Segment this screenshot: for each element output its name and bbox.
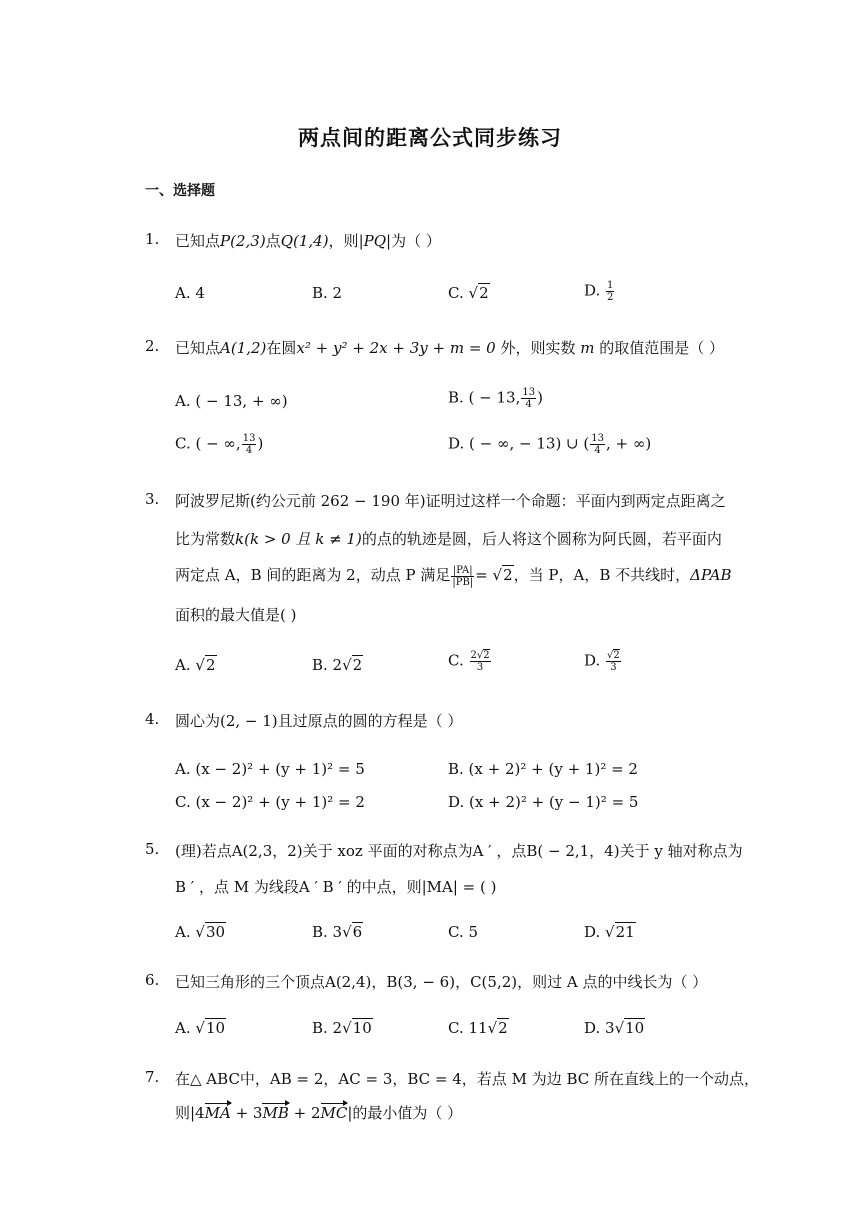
question-stem — [175, 337, 724, 358]
option-d[interactable] — [584, 280, 615, 303]
option-b[interactable] — [312, 656, 363, 674]
option-label: D. — [584, 651, 601, 670]
stem-text: 比为常数 — [175, 530, 236, 548]
option-c[interactable]: C. 5 — [448, 923, 479, 941]
option-a[interactable]: A. (x − 2)² + (y + 1)² = 5 — [175, 760, 365, 778]
radicand: 2 — [498, 1019, 508, 1037]
question-5 — [145, 840, 743, 950]
denominator: 3 — [476, 662, 484, 673]
radicand: 10 — [625, 1019, 645, 1037]
option-b[interactable] — [312, 1019, 373, 1037]
sqrt-expr: √10 — [195, 1019, 226, 1037]
option-label: D. ( − ∞, − 13) ∪ ( — [448, 434, 590, 453]
option-b[interactable] — [312, 923, 363, 941]
stem-text: ，则 — [328, 232, 359, 250]
stem-text: = — [475, 566, 493, 584]
radicand: 2 — [613, 650, 620, 661]
stem-text: 外，则实数 — [495, 339, 581, 357]
option-c[interactable] — [175, 433, 263, 456]
option-label: B. 3 — [312, 923, 343, 941]
numerator: 13 — [242, 433, 256, 444]
option-d[interactable] — [584, 650, 622, 673]
stem-math: Q(1,4) — [280, 232, 329, 250]
option-d[interactable] — [584, 1019, 645, 1037]
numerator: √2 — [607, 650, 620, 661]
option-label: B. ( − 13, — [448, 388, 521, 407]
sqrt-expr: √2 — [195, 656, 216, 674]
question-number: 6. — [145, 971, 160, 989]
question-7 — [145, 1068, 760, 1138]
option-c[interactable] — [448, 284, 490, 302]
option-suffix: , + ∞) — [605, 434, 652, 453]
question-number: 3. — [145, 490, 160, 508]
question-line-2 — [175, 1102, 462, 1123]
vector-mb: MB — [262, 1104, 289, 1122]
option-a[interactable] — [175, 656, 217, 674]
question-4 — [145, 710, 725, 820]
question-stem: 已知三角形的三个顶点A(2,4)，B(3, − 6)，C(5,2)，则过 A 点的中线长为（ ） — [175, 973, 708, 991]
fraction — [590, 433, 605, 456]
option-d[interactable] — [584, 923, 636, 941]
question-1 — [145, 230, 725, 310]
stem-text: + 3 — [230, 1104, 263, 1122]
question-line-3 — [175, 564, 732, 588]
question-line-2 — [175, 528, 722, 549]
sqrt-expr: √21 — [605, 923, 635, 941]
radicand: 6 — [352, 923, 363, 941]
question-line-1: 阿波罗尼斯(约公元前 262 − 190 年)证明过这样一个命题：平面内到两定点距离之 — [175, 492, 726, 510]
denominator: |PB| — [452, 576, 474, 588]
radicand: 2 — [352, 656, 363, 674]
fraction — [606, 650, 621, 673]
question-number: 2. — [145, 337, 160, 355]
sqrt-expr: √2 — [492, 566, 513, 584]
option-label: D. — [584, 923, 601, 941]
question-line-1: 在△ ABC中，AB = 2，AC = 3，BC = 4，若点 M 为边 BC 所在直线上的一个动点， — [175, 1070, 760, 1088]
sqrt-expr: √6 — [342, 923, 363, 941]
option-label: C. 11 — [448, 1019, 488, 1037]
stem-text: 为（ ） — [391, 232, 441, 250]
numerator: 1 — [607, 280, 614, 291]
option-a[interactable]: A. 4 — [175, 284, 205, 302]
question-number: 4. — [145, 710, 160, 728]
fraction — [451, 565, 474, 588]
option-label: A. — [175, 1019, 191, 1037]
option-label: C. — [448, 651, 464, 670]
option-a[interactable] — [175, 923, 226, 941]
option-d[interactable] — [448, 433, 651, 456]
option-label: A. — [175, 923, 191, 941]
radicand: 2 — [483, 650, 490, 661]
question-number: 7. — [145, 1068, 160, 1086]
option-b[interactable]: B. 2 — [312, 284, 343, 302]
vector-ma: MA — [204, 1104, 231, 1122]
radicand: 2 — [205, 656, 216, 674]
page-title: 两点间的距离公式同步练习 — [298, 126, 562, 150]
stem-text: ，当 P，A，B 不共线时， — [513, 566, 691, 584]
stem-math: k(k > 0 且 k ≠ 1) — [235, 530, 362, 548]
numerator: 13 — [591, 433, 604, 444]
option-d[interactable]: D. (x + 2)² + (y − 1)² = 5 — [448, 793, 639, 811]
sqrt-expr: √2 — [342, 656, 363, 674]
fraction — [242, 433, 257, 456]
question-6 — [145, 971, 725, 1041]
stem-text: 则|4 — [175, 1104, 205, 1122]
question-2 — [145, 337, 725, 467]
question-line-4: 面积的最大值是( ) — [175, 606, 297, 624]
option-suffix: ) — [257, 434, 264, 453]
question-3 — [145, 490, 732, 685]
stem-text: 点 — [265, 232, 281, 250]
option-label: C. ( − ∞, — [175, 434, 241, 453]
fraction — [470, 650, 491, 673]
stem-math: P(2,3) — [220, 232, 266, 250]
option-label: B. 2 — [312, 1019, 343, 1037]
radicand: 21 — [615, 923, 635, 941]
sqrt-expr: √2 — [468, 284, 489, 302]
question-stem: 圆心为(2, − 1)且过原点的圆的方程是（ ） — [175, 712, 463, 730]
radicand: 30 — [205, 923, 226, 941]
denominator: 4 — [525, 399, 532, 410]
denominator: 4 — [594, 445, 601, 456]
question-stem — [175, 230, 441, 251]
question-number: 1. — [145, 230, 160, 248]
numerator-coef: 2 — [470, 650, 477, 661]
stem-text: 的取值范围是（ ） — [594, 339, 725, 357]
question-line-2: B ′ ，点 M 为线段A ′ B ′ 的中点，则|MA| = ( ) — [175, 878, 497, 896]
stem-text: |的最小值为（ ） — [347, 1104, 463, 1122]
fraction — [606, 280, 614, 303]
option-suffix: ) — [537, 388, 543, 407]
question-number: 5. — [145, 840, 160, 858]
question-line-1: (理)若点A(2,3，2)关于 xoz 平面的对称点为A ′ ，点B( − 2,1，4)关于 y 轴对称点为 — [175, 842, 743, 860]
denominator: 4 — [245, 445, 253, 456]
vector-mc: MC — [320, 1104, 348, 1122]
sqrt-expr: √2 — [487, 1019, 508, 1037]
stem-text: 在圆 — [266, 339, 297, 357]
stem-text: 两定点 A，B 间的距离为 2，动点 P 满足 — [175, 566, 451, 584]
stem-text: 的点的轨迹是圆，后人将这个圆称为阿氏圆，若平面内 — [361, 530, 722, 548]
radicand: 2 — [479, 284, 489, 302]
option-label: A. — [175, 656, 191, 674]
radicand: 10 — [205, 1019, 226, 1037]
option-a[interactable] — [175, 1019, 226, 1037]
radicand: 2 — [503, 566, 513, 584]
denominator: 3 — [610, 662, 617, 673]
stem-math: |PQ| — [358, 232, 392, 250]
option-b[interactable]: B. (x + 2)² + (y + 1)² = 2 — [448, 760, 638, 778]
fraction — [521, 387, 536, 410]
option-c[interactable] — [448, 650, 492, 673]
denominator: 2 — [607, 292, 614, 303]
numerator: |PA| — [452, 564, 473, 576]
stem-math: A(1,2) — [220, 339, 267, 357]
option-label: B. 2 — [312, 656, 343, 674]
numerator: 13 — [522, 387, 536, 398]
option-a[interactable]: A. ( − 13, + ∞) — [175, 392, 288, 410]
option-label: C. — [448, 284, 464, 302]
stem-text: + 2 — [288, 1104, 321, 1122]
option-label: D. — [584, 281, 601, 300]
stem-text: 已知点 — [175, 339, 221, 357]
sqrt-expr: √30 — [195, 923, 226, 941]
option-c[interactable]: C. (x − 2)² + (y + 1)² = 2 — [175, 793, 365, 811]
sqrt-expr: √10 — [614, 1019, 645, 1037]
stem-text: 已知点 — [175, 232, 221, 250]
option-c[interactable] — [448, 1019, 509, 1037]
sqrt-expr: √10 — [342, 1019, 372, 1037]
option-b[interactable] — [448, 387, 543, 410]
section-heading: 一、选择题 — [145, 183, 215, 199]
numerator: 2√2 — [470, 650, 490, 661]
stem-math: m — [580, 339, 595, 357]
stem-math: ΔPAB — [690, 566, 732, 584]
option-label: D. 3 — [584, 1019, 615, 1037]
stem-math: x² + y² + 2x + 3y + m = 0 — [296, 339, 496, 357]
radicand: 10 — [352, 1019, 372, 1037]
